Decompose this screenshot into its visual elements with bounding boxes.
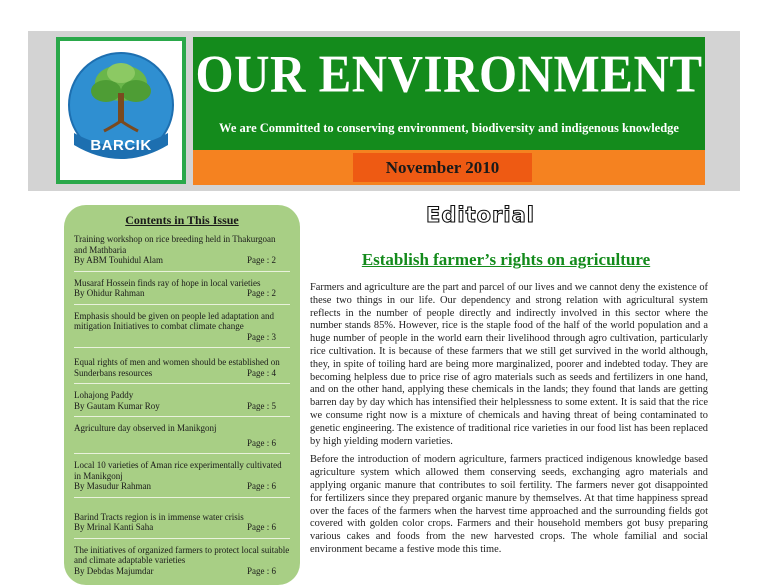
entry-page: Page : 6 bbox=[247, 565, 276, 576]
entry-title: Equal rights of men and women should be established on Sunderbans resources bbox=[74, 357, 280, 378]
entry-page: Page : 3 bbox=[247, 331, 276, 342]
entry-author: By Ohidur Rahman bbox=[74, 288, 145, 298]
contents-title: Contents in This Issue bbox=[125, 213, 239, 227]
entry-title: Emphasis should be given on people led adaptation and mitigation Initiatives to combat climate change bbox=[74, 310, 274, 331]
entry-title: The initiatives of organized farmers to protect local suitable and climate adaptable varieties bbox=[74, 544, 290, 565]
newsletter-title: OUR ENVIRONMENT bbox=[195, 43, 703, 104]
entry-page: Page : 6 bbox=[247, 522, 276, 532]
entry-title: Musaraf Hossein finds ray of hope in local varieties bbox=[74, 277, 261, 288]
entry-author: By Gautam Kumar Roy bbox=[74, 400, 160, 411]
contents-entry[interactable] bbox=[74, 423, 290, 448]
entry-title: Agriculture day observed in Manikgonj bbox=[74, 423, 217, 433]
entry-title: Training workshop on rice breeding held in Thakurgoan and Mathbaria bbox=[74, 234, 276, 255]
divider bbox=[74, 453, 290, 454]
article-body bbox=[310, 282, 708, 563]
contents-entry[interactable] bbox=[74, 311, 290, 343]
divider bbox=[74, 383, 290, 384]
contents-entry[interactable] bbox=[74, 234, 290, 266]
article-headline: Establish farmer’s rights on agriculture bbox=[361, 250, 651, 269]
divider bbox=[74, 497, 290, 498]
title-banner bbox=[193, 37, 705, 150]
divider bbox=[74, 271, 290, 272]
entry-page: Page : 4 bbox=[247, 367, 276, 378]
contents-entry[interactable] bbox=[74, 390, 290, 411]
entry-author: By Masudur Rahman bbox=[74, 481, 151, 491]
issue-date: November 2010 bbox=[353, 153, 532, 182]
barcik-logo bbox=[56, 37, 186, 184]
divider bbox=[74, 538, 290, 539]
entry-author: By ABM Touhidul Alam bbox=[74, 255, 163, 265]
entry-author: By Debdas Majumdar bbox=[74, 565, 154, 576]
contents-entry[interactable] bbox=[74, 278, 290, 299]
entry-title: Lohajong Paddy bbox=[74, 390, 134, 400]
divider bbox=[74, 304, 290, 305]
entry-page: Page : 5 bbox=[247, 400, 276, 411]
entry-page: Page : 6 bbox=[247, 437, 276, 448]
date-bar bbox=[193, 150, 705, 185]
article-paragraph: Farmers and agriculture are the part and parcel of our lives and we cannot deny the existence of these two things in our life. Our dependency and strong relation with agricultural system reflects in the number of people directly and indirectly involved in this sector where the number stands 85%. However, rice is the staple food of the half of the world population and a huge number of people in the world earn their livelihood through agro cultivation, particularly rice cultivation. It is because of these farmers that we still get survived in the world although, they, in spite of toiling hard are being more marginalized, poorer and indebted today. They are becoming helpless due to price rise of agro materials such as seeds and fertilizers in one hand, and on the other hand, applying these chemicals in the lands; they found that lands are getting barren day by day which has intensified their helplessness to some extent. It is said that the rice we consume right now is a mixture of chemicals and having threat of being contaminated to genetic engineering. The existence of traditional rice varieties in our food list has been replaced by high yielding modern varieties. bbox=[310, 282, 708, 447]
contents-panel bbox=[64, 205, 300, 585]
globe-tree-icon bbox=[60, 41, 182, 180]
divider bbox=[74, 347, 290, 348]
entry-page: Page : 6 bbox=[247, 481, 276, 491]
logo-text: BARCIK bbox=[90, 137, 152, 154]
entry-page: Page : 2 bbox=[247, 288, 276, 298]
editorial-heading: Editorial bbox=[426, 203, 535, 227]
article-paragraph: Before the introduction of modern agriculture, farmers practiced indigenous knowledge based agriculture system which allowed them conserving seeds, exchanging agro materials and applying organic manure that contributes to soil fertility. The farmers never got disappointed for fertilizers since they prepared organic manure by themselves. At that time happiness spread over the faces of the farmers when the harvest time approached and the surrounding fields got covered with golden color crops. Farmers and their household members got busy preparing various cakes and foods from the new harvested crops. The whole familial and social environment became a festive mode this time. bbox=[310, 454, 708, 555]
entry-title: Local 10 varieties of Aman rice experimentally cultivated in Manikgonj bbox=[74, 460, 282, 481]
entry-author: By Mrinal Kanti Saha bbox=[74, 522, 154, 532]
contents-entry[interactable] bbox=[74, 545, 290, 577]
contents-entry[interactable] bbox=[74, 512, 290, 533]
entry-title: Barind Tracts region is in immense water crisis bbox=[74, 511, 244, 522]
contents-entry[interactable] bbox=[74, 357, 290, 378]
contents-entry[interactable] bbox=[74, 460, 290, 492]
divider bbox=[74, 416, 290, 417]
entry-page: Page : 2 bbox=[247, 255, 276, 265]
tagline: We are Committed to conserving environment, biodiversity and indigenous knowledge bbox=[219, 121, 679, 135]
